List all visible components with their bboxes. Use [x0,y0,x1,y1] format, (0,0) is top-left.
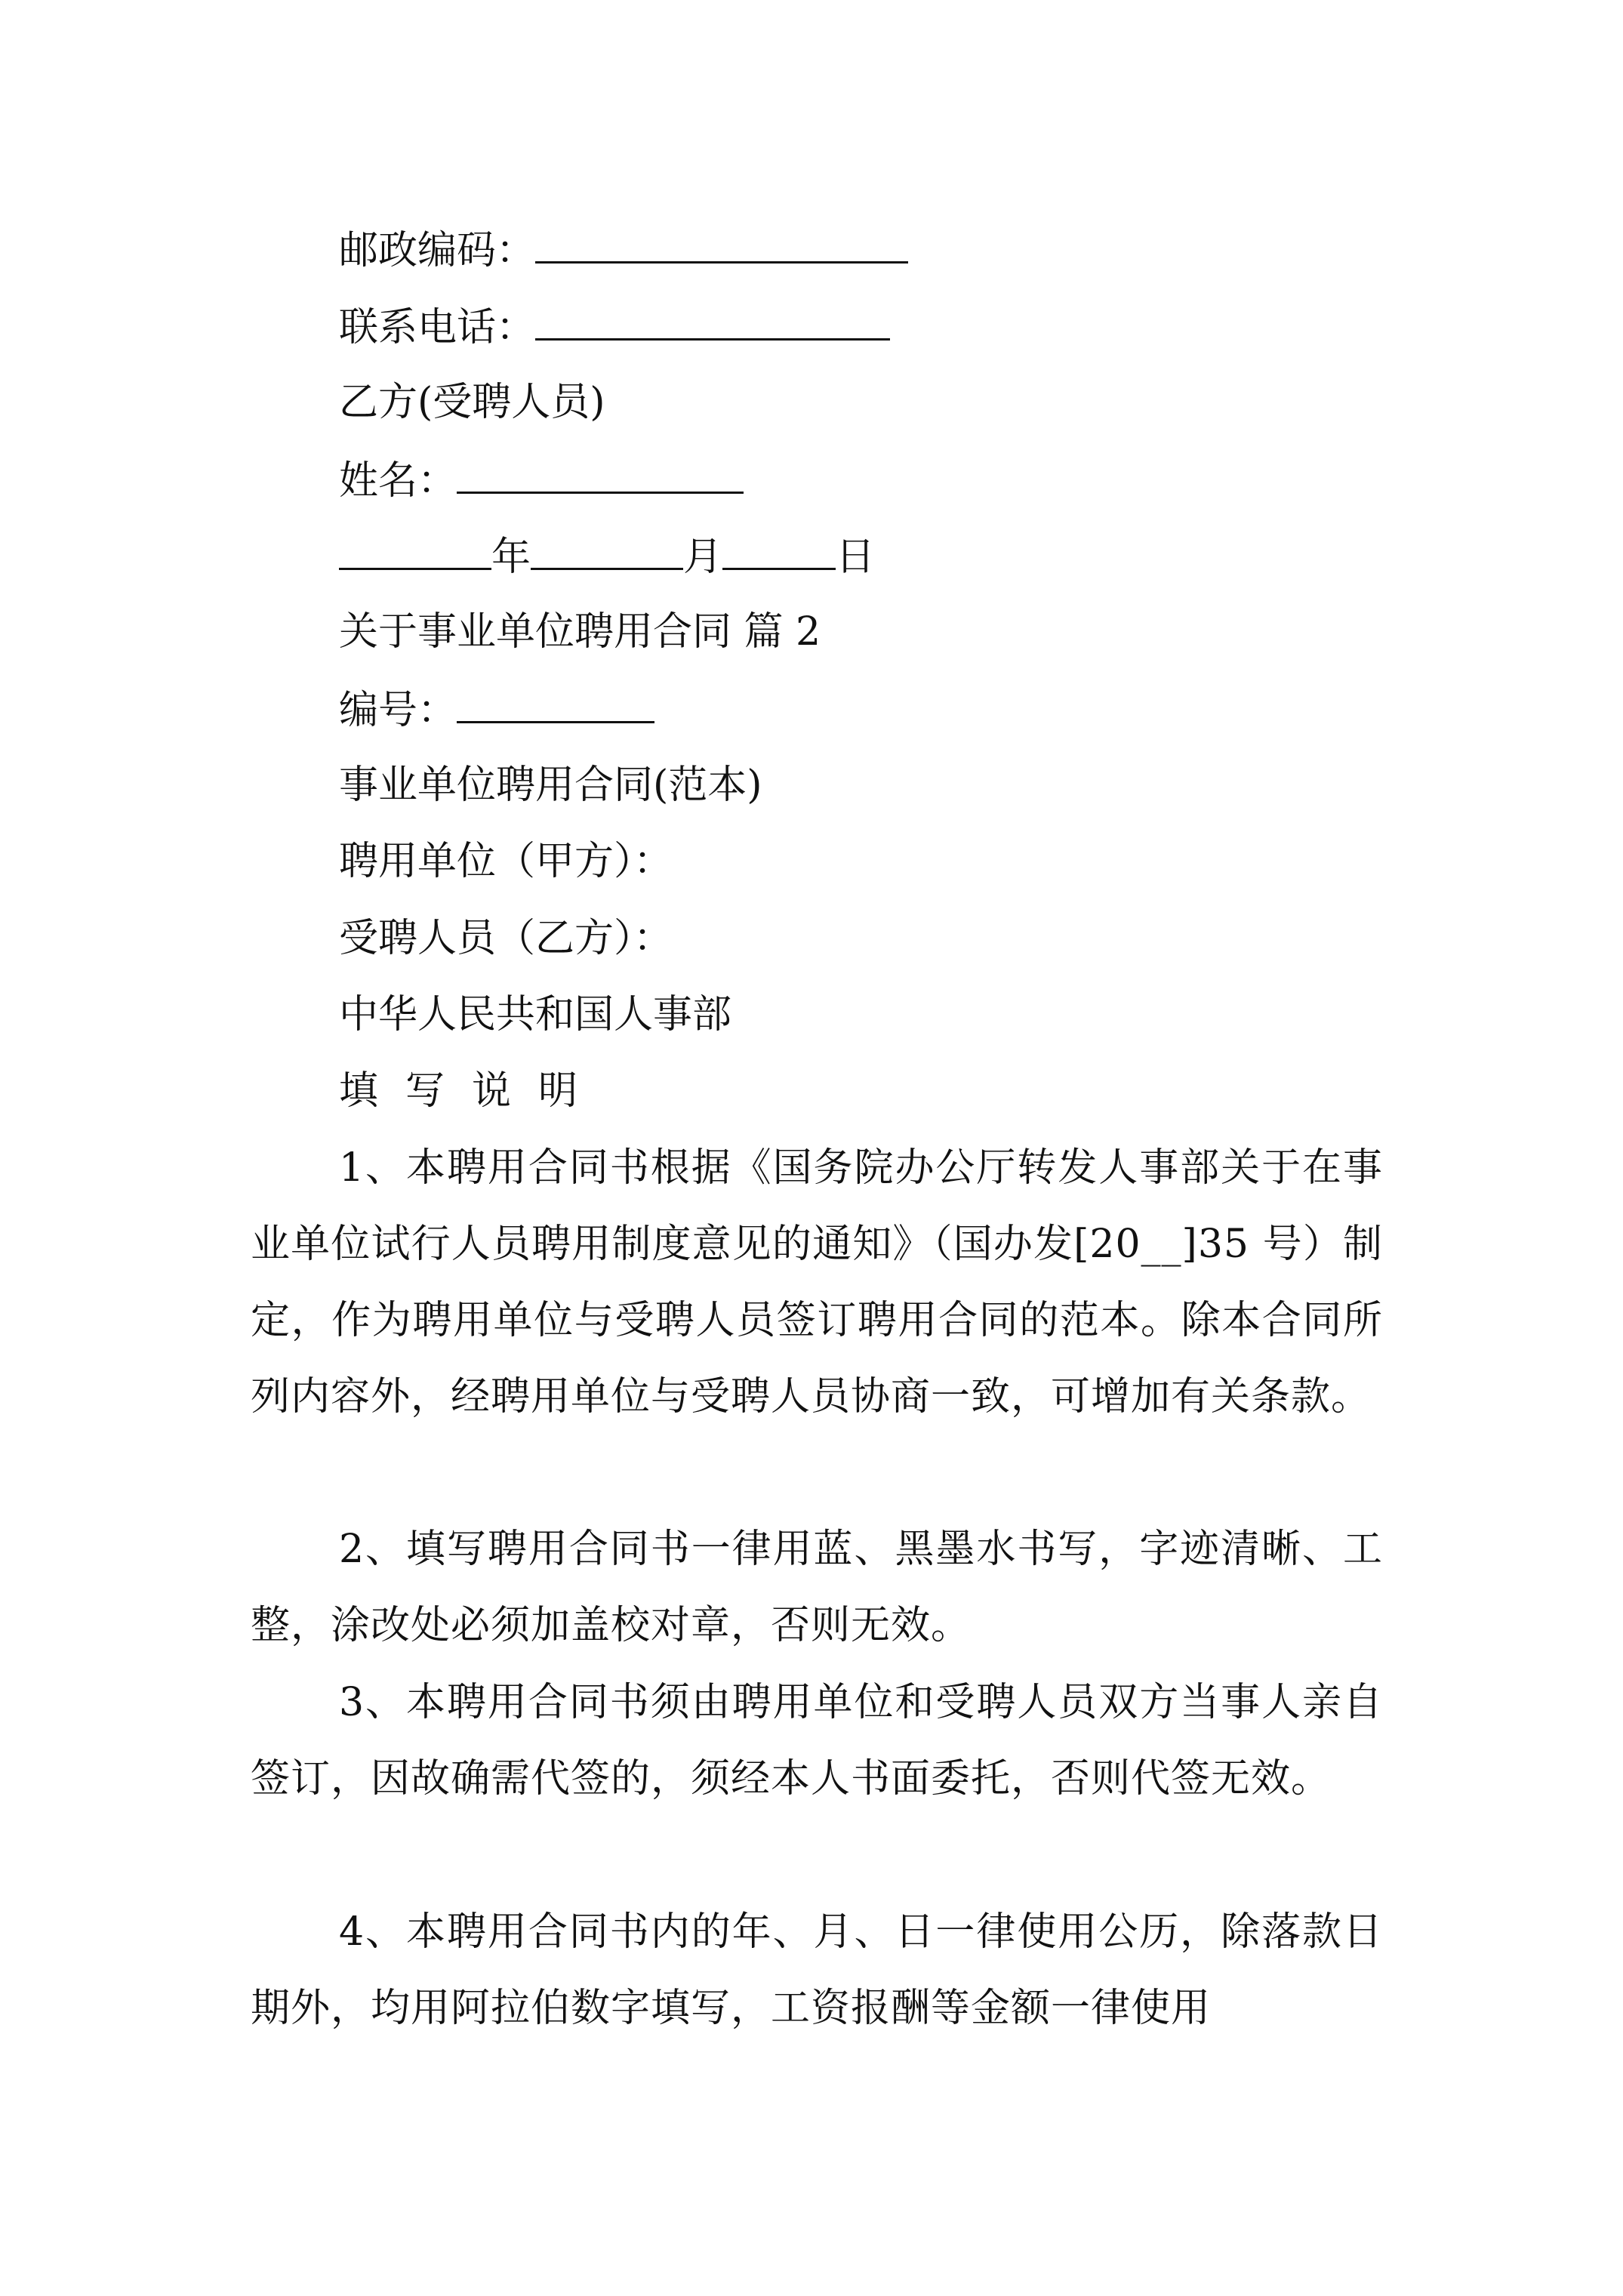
phone-row [339,304,890,350]
month-blank[interactable] [531,533,683,570]
name-row [339,457,744,504]
employer-label: 聘用单位（甲方）： [339,839,673,884]
month-label: 月 [683,535,723,580]
postal-code-label: 邮政编码： [339,228,536,273]
instruction-2: 2、填写聘用合同书一律用蓝、黑墨水书写，字迹清晰、工整，涂改处必须加盖校对章，否则无效。 [251,1527,1383,1648]
day-blank[interactable] [722,533,836,570]
instruction-3: 3、本聘用合同书须由聘用单位和受聘人员双方当事人亲自签订，因故确需代签的，须经本人书面委托，否则代签无效。 [251,1680,1383,1801]
date-row [339,533,875,580]
day-label: 日 [836,535,876,580]
instruction-1: 1、本聘用合同书根据《国务院办公厅转发人事部关于在事业单位试行人员聘用制度意见的通知》（国办发[20__]35 号）制定，作为聘用单位与受聘人员签订聘用合同的范本。除本合同所列内容外，经聘用单位与受聘人员协商一致，可增加有关条款。 [251,1145,1383,1419]
postal-code-row [339,227,908,273]
phone-blank[interactable] [535,304,890,341]
contract-number-row [339,686,654,733]
contract-title: 事业单位聘用合同(范本) [339,763,762,808]
contract-number-label: 编号： [339,688,457,733]
contract-number-blank[interactable] [457,686,654,723]
instructions-heading: 填写说明 [339,1068,605,1114]
year-blank[interactable] [339,533,491,570]
name-label: 姓名： [339,458,457,504]
issuer: 中华人民共和国人事部 [339,992,732,1037]
instruction-4: 4、本聘用合同书内的年、月、日一律使用公历，除落款日期外，均用阿拉伯数字填写，工资报酬等金额一律使用 [251,1909,1383,2031]
name-blank[interactable] [457,457,744,494]
section-title: 关于事业单位聘用合同 篇 2 [339,609,821,655]
employee-label: 受聘人员（乙方）： [339,916,673,961]
party-b-heading: 乙方(受聘人员) [339,380,605,425]
year-label: 年 [491,535,531,580]
postal-code-blank[interactable] [535,227,908,264]
phone-label: 联系电话： [339,305,536,350]
